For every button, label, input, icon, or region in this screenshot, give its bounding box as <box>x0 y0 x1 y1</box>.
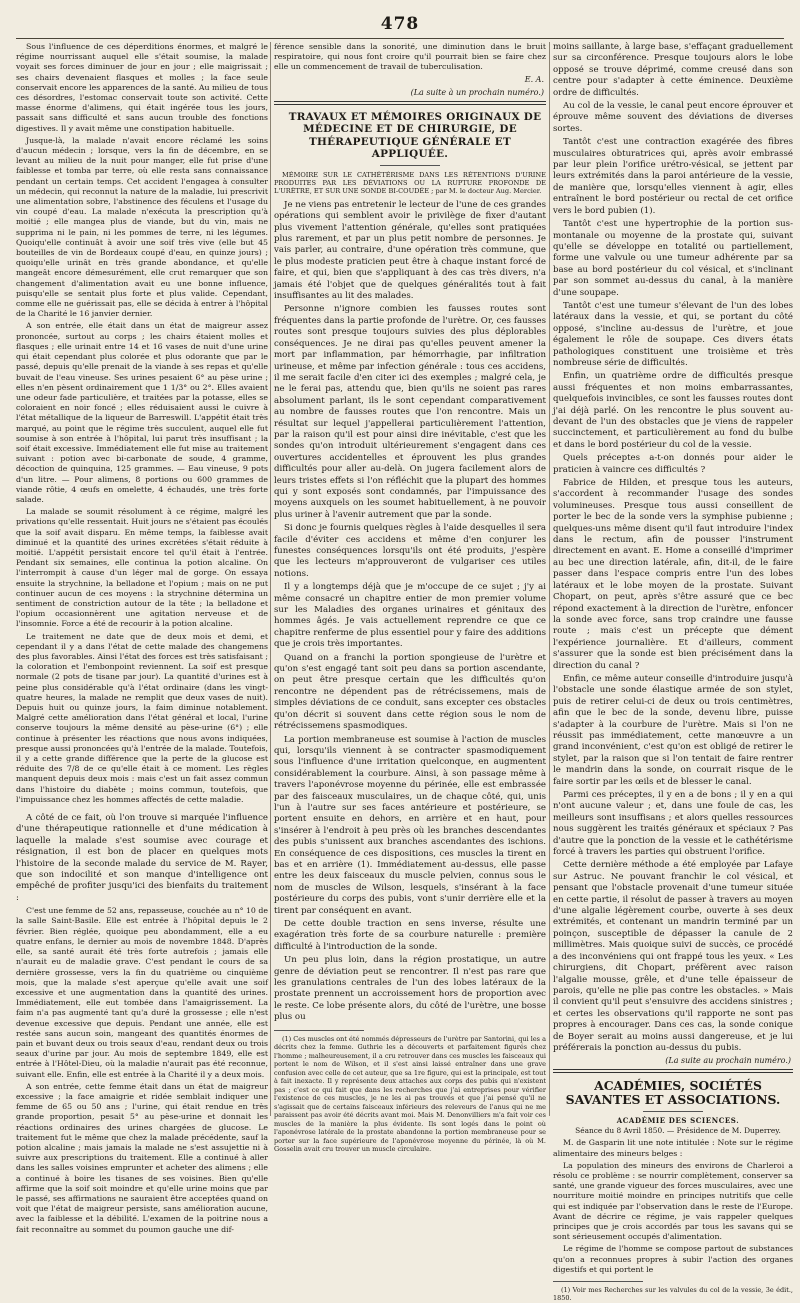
page-number: 478 <box>380 14 420 34</box>
footnote: (1) Voir mes Recherches sur les valvules du col de la vessie, 3e édit., 1850. <box>553 1285 793 1303</box>
header-rule <box>16 38 784 39</box>
paragraph: A son entrée, cette femme était dans un état de maigreur excessive ; la face amaigrie et ridée semblait indiquer une femme de 65 ou 50 ans ; l'urine, qui était rendue en très grande proportion, pesait 5° au pèse-urine et donnait les réactions ordinaires des urines chargées de glucose. Le traitement fut le même que chez la malade précédente, sauf la potion alcaline ; mais jamais la malade ne s'est assujettie ni à suivre aux prescriptions du traitement. Elle a continué à aller dans les salles voisines emprunter et acheter des alimens ; elle a continué à boire les tisanes de ses voisines. Bien qu'elle affirme que la soif soit moindre et qu'elle urine moins que par le passé, ses affirmations ne sauraient être acceptées quand on voit que l'état de maigreur persiste, sans amélioration aucune, avec la faiblesse et la débilité. L'examen de la poitrine nous a fait reconnaître au sommet du poumon gauche une dif- <box>16 1081 268 1234</box>
continued-note: (La suite au prochain numéro.) <box>665 1056 791 1066</box>
paragraph: A son entrée, elle était dans un état de maigreur assez prononcée, surtout au corps ; les chairs étaient molles et flasques ; elle urinait entre 14 et 16 vases de nuit d'une urine qui était cependant plus colorée et plus odorante que par le passé, depuis qu'elle prenait de la viande à ses repas et qu'elle buvait de l'eau vineuse. Ses urines pesaient 6° au pèse urine ; elles n'en pèsent ordinairement que 1 1/3° ou 2°. Elles avaient une odeur fade particulière, et traitées par la potasse, elles se coloraient en noir foncé ; elles réduisaient aussi le cuivre à l'état métallique de la liqueur de Barreswill. L'appétit était très marqué, au point que le régime très succulent, auquel elle fut soumise à son entrée à l'hôpital, lui parut très insuffisant ; la soif était excessive. Immédiatement elle fut mise au traitement suivant : potion avec bi-carbonate de soude, 4 gramme, décoction de quinquina, 125 grammes. — Eau vineuse, 9 pots d'un litre. — Pour alimens, 8 portions ou 600 grammes de viande rôtie, 4 œufs en omelette, 4 échaudés, une très forte salade. <box>16 321 268 504</box>
footnote-rule <box>274 1030 364 1031</box>
paragraph: Sous l'influence de ces déperditions énormes, et malgré le régime nourrissant auquel elle s'était soumise, la malade voyait ses forces diminuer de jour en jour ; elle maigrissait ; ses chairs devenaient flasques et molles ; la face seule conservait encore les apparences de la santé. Au milieu de tous ces désordres, l'estomac conservait toute son activité. Cette masse énorme d'alimens, qui était ingérée tous les jours, passait sans difficulté et sans aucun trouble des fonctions digestives. Il y avait même une constipation habituelle. <box>16 42 268 133</box>
paragraph: Enfin, ce même auteur conseille d'introduire jusqu'à l'obstacle une sonde élastique armée de son stylet, puis de retirer celui-ci de deux ou trois centimètres, afin que le bec de la sonde, devenu libre, puisse s'adapter à la courbure de l'urètre. Mais si l'on ne réussit pas immédiatement, cette manœuvre a un grand inconvénient, c'est qu'on est obligé de retirer le stylet, par la raison que si l'on tentait de faire rentrer le mandrin dans la sonde, on courrait risque de le faire sortir par les œils et de blesser le canal. <box>553 673 793 787</box>
section-rule <box>553 1069 793 1073</box>
subsection-title: ACADÉMIE DES SCIENCES. <box>616 1116 740 1126</box>
paragraph: Le régime de l'homme se compose partout de substances qu'on a reconnues propres à subir l'action des organes digestifs et qui portent le <box>553 1244 793 1274</box>
paragraph: De cette double traction en sens inverse, résulte une exagération très forte de sa courbure naturelle : première difficulté à l'introduction de la sonde. <box>274 919 546 952</box>
paragraph: Cette dernière méthode a été employée par Lafaye sur Astruc. Ne pouvant franchir le col vésical, et pensant que l'obstacle provenait d'une tumeur située en cette partie, il résolut de passer à travers au moyen d'une algalie légèrement courbe, ouverte à ses deux extrémités, et contenant un mandrin terminé par un poinçon, susceptible de dépasser la canule de 2 millimètres. Mais quoique suivi de succès, ce procédé a des inconvéniens qui ont frappé tous les yeux. « Les chirurgiens, dit Chopart, préfèrent avec raison l'algalie mousse, grêle, et d'une telle épaisseur de parois, qu'elle ne plie pas contre les obstacles. » Mais il convient qu'il peut s'ensuivre des accidens sinistres ; et certes les observations qu'il rapporte ne sont pas propres à encourager. Dans ces cas, la sonde conique de Boyer serait au moins aussi dangereuse, et je lui préférerais la ponction au-dessus du pubis. <box>553 860 793 1053</box>
title-rule <box>380 165 440 166</box>
section-title: TRAVAUX ET MÉMOIRES ORIGINAUX DE MÉDECINE ET DE CHIRURGIE, DE THÉRAPEUTIQUE GÉNÉRALE ET APPLIQUÉE. <box>288 110 542 161</box>
paragraph: A côté de ce fait, où l'on trouve si marquée l'influence d'une thérapeutique rationnelle et d'une médication à laquelle la malade s'est soumise avec courage et résignation, il est bon de placer en quelques mots l'histoire de la seconde malade du service de M. Rayer, que son indocilité et son manque d'intelligence ont empêché de profiter jusqu'ici des bienfaits du traitement : <box>16 813 268 903</box>
paragraph: Je ne viens pas entretenir le lecteur de l'une de ces grandes opérations qui semblent avoir le privilège de fixer d'autant plus vivement l'attention générale, qu'elles sont pratiquées plus rarement, et par un plus petit nombre de personnes. Je vais parler, au contraire, d'une opération très commune, que le plus modeste praticien peut être à chaque instant forcé de faire, et qui, bien que s'appliquant à des cas très divers, n'a jamais été l'objet que de quelques généralités tout à fait insuffisantes au lit des malades. <box>274 199 546 302</box>
paragraph: férence sensible dans la sonorité, une diminution dans le bruit respiratoire, qui nous font croire qu'il pourrait bien se faire chez elle un commencement de travail de tuberculisation. <box>274 42 546 72</box>
paragraph: Enfin, un quatrième ordre de difficultés presque aussi fréquentes et non moins embarrassantes, quelquefois invincibles, ce sont les fausses routes dont j'ai déjà parlé. On les rencontre le plus souvent au-devant de l'un des obstacles que je viens de rappeler succinctement, et particulièrement au fond du bulbe et dans le bord postérieur du col de la vessie. <box>553 371 793 450</box>
column-right <box>553 42 793 1303</box>
paragraph: La portion membraneuse est soumise à l'action de muscles qui, lorsqu'ils viennent à se contracter spasmodiquement sous l'influence d'une irritation quelconque, en augmentent considérablement la courbure. Ainsi, à son passage même à travers l'aponévrose moyenne du périnée, elle est embrassée par des faisceaux musculaires, un de chaque côté, qui, unis l'un à l'autre sur ses faces antérieure et postérieure, se portent ensuite en dehors, en arrière et en haut, pour s'insérer à l'endroit à peu près où les branches descendantes des pubis s'unissent aux branches ascendantes des ischions. En conséquence de ces dispositions, ces muscles la tirent en bas et en arrière (1). Immédiatement au-dessus, elle passe entre les deux faisceaux du muscle pelvien, connus sous le nom de muscles de Wilson, lesquels, s'insérant à la face postérieure du corps des pubis, vont s'unir derrière elle et la tirent par conséquent en avant. <box>274 734 546 916</box>
paragraph: La population des mineurs des environs de Charleroi a résolu ce problème : se nourrir complètement, conserver sa santé, une grande vigueur des forces musculaires, avec une nourriture moitié moindre en principes nutritifs que celle qui est indiquée par l'observation dans le reste de l'Europe. Avant de décrire ce régime, je vais rappeler quelques principes que je crois accordés par tous les savans qui se sont sérieusement occupés d'alimentation. <box>553 1160 793 1242</box>
paragraph: Si donc je fournis quelques règles à l'aide desquelles il sera facile d'éviter ces accidens et même d'en conjurer les funestes conséquences lorsqu'ils ont été produits, j'espère que les lecteurs m'approuveront de vulgariser ces utiles notions. <box>274 523 546 579</box>
paragraph: moins saillante, à large base, s'effaçant graduellement sur sa circonférence. Presque toujours alors le lobe opposé se trouve déprimé, comme creusé dans son centre pour s'adapter à cette éminence. Deuxième ordre de difficultés. <box>553 42 793 98</box>
article-title: MÉMOIRE SUR LE CATHÉTÉRISME DANS LES RÉTENTIONS D'URINE PRODUITES PAR LES DÉVIATIONS OU LA RUPTURE PROFONDE DE L'URÈTRE, ET SUR UNE SONDE BI-COUDÉE ; par M. le docteur Aug. Mercier. <box>274 170 546 196</box>
footnote-rule <box>553 1281 643 1282</box>
paragraph: Personne n'ignore combien les fausses routes sont fréquentes dans la partie profonde de l'urètre. Or, ces fausses routes sont presque toujours suivies des plus déplorables conséquences. Je ne dirai pas qu'elles peuvent amener la mort par inflammation, par hémorrhagie, par infiltration urineuse, et même par infection générale : tous ces accidens, il me serait facile d'en citer ici des exemples ; malgré cela, je ne le ferai pas, attendu que, bien qu'ils ne soient pas rares absolument parlant, ils le sont cependant comparativement au nombre de fausses routes que l'on rencontre. Mais un résultat sur lequel j'appellerai particulièrement l'attention, par la raison qu'il est pour ainsi dire inévitable, c'est que les sondes qu'on introduit ultérieurement s'engagent dans ces ouvertures accidentelles et éprouvent les plus grandes difficultés pour aller au-delà. On jugera facilement alors de leurs tristes effets si l'on réfléchit que la plupart des hommes qui y sont exposés sont condamnés, par l'impuissance des moyens auxquels on les soumet habituellement, à ne pouvoir plus uriner à l'avenir autrement que par la sonde. <box>274 304 546 520</box>
paragraph: Tantôt c'est une tumeur s'élevant de l'un des lobes latéraux dans la vessie, et qui, se portant du côté opposé, s'incline au-dessus de l'urètre, et joue également le rôle de soupape. Ces divers états pathologiques constituent une troisième et très nombreuse série de difficultés. <box>553 300 793 368</box>
column-left <box>16 42 268 1234</box>
paragraph: C'est une femme de 52 ans, repasseuse, couchée au n° 10 de la salle Saint-Basile. Elle est entrée à l'hôpital depuis le 2 février. Bien réglée, quoique peu abondamment, elle a eu quatre enfans, le dernier au mois de novembre 1848. D'après elle, sa santé aurait été très forte autrefois ; jamais elle n'aurait eu de maladie grave. C'est pendant le cours de sa dernière grossesse, vers la fin du quatrième ou cinquième mois, que la malade s'est aperçue qu'elle avait une soif excessive et une augmentation dans la quantité des urines. Immédiatement, elle eut tombée dans l'amaigrissement. La faim n'a pas augmenté tant qu'a duré la grossesse ; elle n'est devenue excessive que depuis. Pendant une année, elle est restée sans aucun soin, mangeant des quantités énormes de pain et buvant deux ou trois seaux d'eau, rendant deux ou trois seaux d'urine par jour. Au mois de septembre 1849, elle est entrée à l'Hôtel-Dieu, où la maladie n'aurait pas été reconnue, suivant elle. Enfin, elle est entrée à la Charité il y a deux mois. <box>16 906 268 1079</box>
column-center <box>274 42 546 1154</box>
session-line: Séance du 8 Avril 1850. — Présidence de M. Duperrey. <box>575 1126 781 1136</box>
section-rule <box>274 101 546 105</box>
paragraph: Quand on a franchi la portion spongieuse de l'urètre et qu'on s'est engagé tant soit peu dans sa portion ascendante, on peut être presque certain que les difficultés qu'on rencontre ne dépendent pas de rétrécissemens, mais de simples déviations de ce conduit, sans excepter ces obstacles qu'on décrit si souvent dans cette région sous le nom de rétrécissemens spasmodiques. <box>274 652 546 732</box>
column-divider <box>549 42 550 1116</box>
footnote: (1) Ces muscles ont été nommés dépresseurs de l'urètre par Santorini, qui les a décrits chez la femme. Guthrie les a découverts et parfaitement figurés chez l'homme ; malheureusement, il a cru retrouver dans ces muscles les faisceaux qui portent le nom de Wilson, et il s'est ainsi laissé entraîner dans une grave confusion avec celle de cet auteur, que sa 1re figure, qui est la principale, est tout à fait inexacte. Il y représente deux attaches aux corps des pubis qui n'existent pas ; c'est ce qui fait que dans les recherches que j'ai entreprises pour vérifier l'existence de ces muscles, je ne les ai pas trouvés et que j'ai pensé qu'il ne s'agissait que de certains faisceaux inférieurs des releveurs de l'anus qui ne me paraissent pas avoir été décrits avant moi. Mais M. Denonvilliers m'a fait voir ces muscles de la manière la plus évidente. Ils sont logés dans le point où l'aponévrose latérale de la prostate abandonne la portion membraneuse pour se porter sur la face supérieure de l'aponévrose moyenne du périnée, là où M. Gosselin avait cru trouver un muscle circulaire. <box>274 1034 546 1154</box>
paragraph: Un peu plus loin, dans la région prostatique, un autre genre de déviation peut se rencontrer. Il n'est pas rare que les granulations centrales de l'un des lobes latéraux de la prostate prennent un accroissement hors de proportion avec le reste. Ce lobe présente alors, du côté de l'urètre, une bosse plus ou <box>274 955 546 1023</box>
paragraph: Quels préceptes a-t-on donnés pour aider le praticien à vaincre ces difficultés ? <box>553 453 793 475</box>
paragraph: Fabrice de Hilden, et presque tous les auteurs, s'accordent à recommander l'usage des sondes volumineuses. Presque tous aussi conseillent de porter le bec de la sonde vers la symphise pubienne ; quelques-uns même disent qu'il faut introduire l'index dans le rectum, afin de pousser l'instrument directement en avant. E. Home a conseillé d'imprimer au bec une direction latérale, afin, dit-il, de le faire passer dans l'espace compris entre l'un des lobes latéraux et le lobe moyen de la prostate. Suivant Chopart, on peut, après s'être assuré que ce bec répond exactement à la direction de l'urètre, enfoncer la sonde avec force, sans trop craindre une fausse route ; mais c'est un précepte que dément l'expérience journalière. Et d'ailleurs, comment s'assurer que la sonde est bien précisément dans la direction du canal ? <box>553 478 793 671</box>
paragraph: Parmi ces préceptes, il y en a de bons ; il y en a qui n'ont aucune valeur ; et, dans une foule de cas, les meilleurs sont insuffisans ; et alors quelles ressources nous suggèrent les traités généraux et spéciaux ? Pas d'autre que la ponction de la vessie et le cathétérisme forcé à travers les parties qui obstruent l'orifice. <box>553 790 793 858</box>
paragraph: Au col de la vessie, le canal peut encore éprouver et éprouve même souvent des déviations de diverses sortes. <box>553 101 793 134</box>
signature: E. A. <box>524 74 544 84</box>
paragraph: Jusque-là, la malade n'avait encore réclamé les soins d'aucun médecin ; lorsque, vers la fin de décembre, en se levant au milieu de la nuit pour manger, elle fut prise d'une faiblesse et tomba par terre, où elle resta sans connaissance pendant un certain temps. Cet accident l'engagea à consulter un médecin, qui reconnut la nature de la maladie, lui prescrivit une alimentation sobre, l'abstinence des féculens et l'usage du vin coupé d'eau. La malade n'exécuta la prescription qu'à moitié ; elle mangea plus de viande, but du vin, mais ne supprima ni le pain, ni les pommes de terre, ni les légumes. Quoiqu'elle continuât à avoir une soif très vive (elle but 45 bouteilles de vin de Bordeaux coupé d'eau, en quinze jours) ; quoiqu'elle urinât en très grande abondance, et qu'elle mangeât encore démesurément, elle crut remarquer que son changement d'alimentation avait eu une bonne influence, puisqu'elle se sentait plus forte et plus valide. Cependant, comme elle ne guérissait pas, elle se décida à entrer à l'hôpital de la Charité le 16 janvier dernier. <box>16 135 268 319</box>
paragraph: La malade se soumit résolument à ce régime, malgré les privations qu'elle ressentait. Huit jours ne s'étaient pas écoulés que la soif avait disparu. En même temps, la faiblesse avait diminué et la quantité des urines excrétées s'était réduite à moitié. L'appétit persistait encore tel qu'il était à l'entrée. Pendant six semaines, elle continua la potion alcaline. On l'interrompit à cause d'un léger mal de gorge. On essaya ensuite la strychnine, la belladone et l'opium ; mais on ne put continuer aucun de ces moyens : la strychnine détermina un sentiment de constriction autour de la tête ; la belladone et l'opium occasionnèrent une agitation nerveuse et de l'insomnie. Force a été de recourir à la potion alcaline. <box>16 507 268 629</box>
paragraph: Le traitement ne date que de deux mois et demi, et cependant il y a dans l'état de cette malade des changemens des plus favorables. Ainsi l'état des forces est très satisfaisant ; la coloration et l'embonpoint reviennent. La soif est presque normale (2 pots de tisane par jour). La quantité d'urines est à peine plus considérable qu'à l'état ordinaire (dans les vingt-quatre heures, la malade ne remplit que deux vases de nuit). Depuis huit ou quinze jours, la faim diminue notablement. Malgré cette amélioration dans l'état général et local, l'urine conserve toujours la même densité au pèse-urine (6°) ; elle continue à présenter les réactions que nous avons indiquées, presque aussi prononcées qu'à l'entrée de la malade. Toutefois, il y a cette grande différence que la perte de la glucose est réduite des 7/8 de ce qu'elle était à ce moment. Les règles manquent depuis deux mois : mais c'est un fait assez commun dans l'histoire du diabète ; moins commun, toutefois, que l'impuissance chez les hommes affectés de cette maladie. <box>16 631 268 804</box>
paragraph: M. de Gasparin lit une note intitulée : Note sur le régime alimentaire des mineurs belges : <box>553 1138 793 1158</box>
paragraph: Il y a longtemps déjà que je m'occupe de ce sujet ; j'y ai même consacré un chapitre entier de mon premier volume sur les Maladies des organes urinaires et génitaux des hommes âgés. Je vais actuellement reprendre ce que ce chapitre renferme de plus essentiel pour y faire des additions que je crois très importantes. <box>274 582 546 650</box>
paragraph: Tantôt c'est une hypertrophie de la portion sus-montanale ou moyenne de la prostate qui, suivant qu'elle se développe en totalité ou partiellement, forme une valvule ou une tumeur adhérente par sa base au bord postérieur du col vésical, et s'inclinant par son sommet au-dessus du canal, à la manière d'une soupape. <box>553 219 793 298</box>
continued-note: (La suite à un prochain numéro.) <box>410 87 544 97</box>
title-rule <box>643 1111 703 1112</box>
section-title: ACADÉMIES, SOCIÉTÉS SAVANTES ET ASSOCIATIONS. <box>565 1078 781 1108</box>
column-divider <box>270 42 271 1116</box>
paragraph: Tantôt c'est une contraction exagérée des fibres musculaires obturatrices qui, après avoir embrassé par leur plein l'orifice urétro-vésical, se jettent par leurs extrémités dans la paroi antérieure de la vessie, de manière que, lorsqu'elles viennent à agir, elles entraînent le bord postérieur ou rectal de cet orifice vers le bord pubien (1). <box>553 137 793 216</box>
